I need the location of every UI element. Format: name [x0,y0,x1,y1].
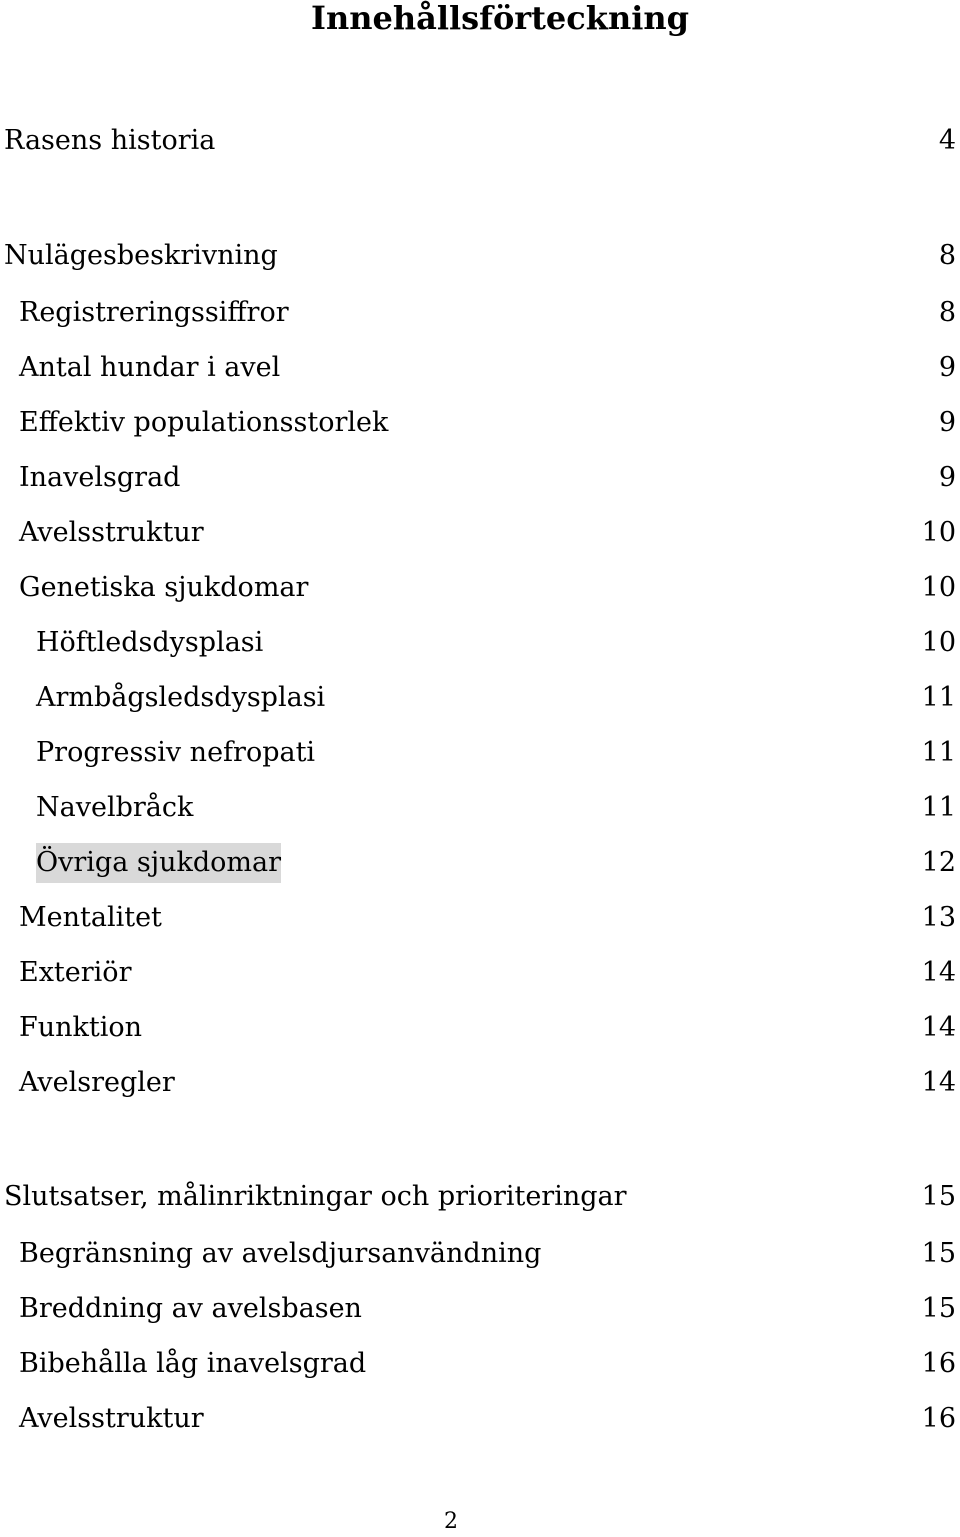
toc-entry-label: Mentalitet [19,902,162,933]
toc-entry-page: 9 [938,352,956,383]
toc-entry-page: 11 [921,737,956,768]
toc-entry[interactable] [0,788,960,828]
toc-entry-page: 9 [938,407,956,438]
toc-entry[interactable] [0,898,960,938]
toc-entry[interactable] [0,733,960,773]
toc-entry[interactable] [0,678,960,718]
toc-entry-page: 15 [921,1293,956,1324]
toc-entry-page: 13 [921,902,956,933]
toc-entry-page: 10 [921,572,956,603]
toc-entry-label: Armbågsledsdysplasi [36,682,326,713]
toc-entry[interactable] [0,293,960,333]
toc-entry-label: Effektiv populationsstorlek [19,407,389,438]
toc-entry-label: Progressiv nefropati [36,737,316,768]
toc-entry-label: Genetiska sjukdomar [19,572,309,603]
toc-entry[interactable] [0,1344,960,1384]
toc-entry-label: Breddning av avelsbasen [19,1293,362,1324]
toc-entry-label: Inavelsgrad [19,462,181,493]
toc-entry[interactable] [0,403,960,443]
toc-entry-page: 8 [938,297,956,328]
toc-entry[interactable] [0,623,960,663]
toc-entry[interactable] [0,1008,960,1048]
toc-entry-page: 10 [921,517,956,548]
toc-entry-label: Avelsstruktur [19,1403,204,1434]
toc-entry-label: Rasens historia [4,125,216,156]
toc-entry[interactable] [0,1289,960,1329]
toc-entry-selected[interactable] [0,843,960,883]
toc-entry[interactable] [0,1177,960,1217]
toc-entry[interactable] [0,953,960,993]
toc-entry-label: Avelsregler [19,1067,175,1098]
toc-entry-page: 14 [921,1012,956,1043]
page-title: Innehållsförteckning [310,0,689,37]
toc-entry-page: 11 [921,792,956,823]
toc-entry-page: 14 [921,1067,956,1098]
toc-entry-page: 4 [938,125,956,156]
toc-entry[interactable] [0,458,960,498]
toc-entry-label: Slutsatser, målinriktningar och prioriteringar [4,1181,627,1212]
toc-entry[interactable] [0,121,960,161]
toc-entry[interactable] [0,513,960,553]
toc-entry-page: 14 [921,957,956,988]
toc-entry[interactable] [0,1399,960,1439]
toc-entry-label: Exteriör [19,957,132,988]
toc-entry-page: 16 [921,1403,956,1434]
toc-entry-page: 8 [938,240,956,271]
toc-entry-label: Avelsstruktur [19,517,204,548]
toc-entry-label: Nulägesbeskrivning [4,240,278,271]
toc-entry-page: 11 [921,682,956,713]
toc-entry-label: Antal hundar i avel [19,352,281,383]
page-number: 2 [444,1509,458,1534]
toc-entry-label: Övriga sjukdomar [36,843,281,883]
toc-entry-label: Bibehålla låg inavelsgrad [19,1348,367,1379]
toc-entry-page: 15 [921,1238,956,1269]
toc-entry-label: Begränsning av avelsdjursanvändning [19,1238,542,1269]
toc-entry[interactable] [0,1063,960,1103]
toc-entry-page: 9 [938,462,956,493]
toc-entry-label: Registreringssiffror [19,297,289,328]
toc-entry[interactable] [0,236,960,276]
toc-entry[interactable] [0,568,960,608]
toc-entry-page: 15 [921,1181,956,1212]
toc-entry-page: 10 [921,627,956,658]
toc-entry-page: 16 [921,1348,956,1379]
toc-entry-label: Funktion [19,1012,143,1043]
toc-entry-label: Höftledsdysplasi [36,627,264,658]
toc-entry-page: 12 [921,847,956,878]
toc-entry[interactable] [0,1234,960,1274]
toc-entry-label: Navelbråck [36,792,194,823]
toc-entry[interactable] [0,348,960,388]
